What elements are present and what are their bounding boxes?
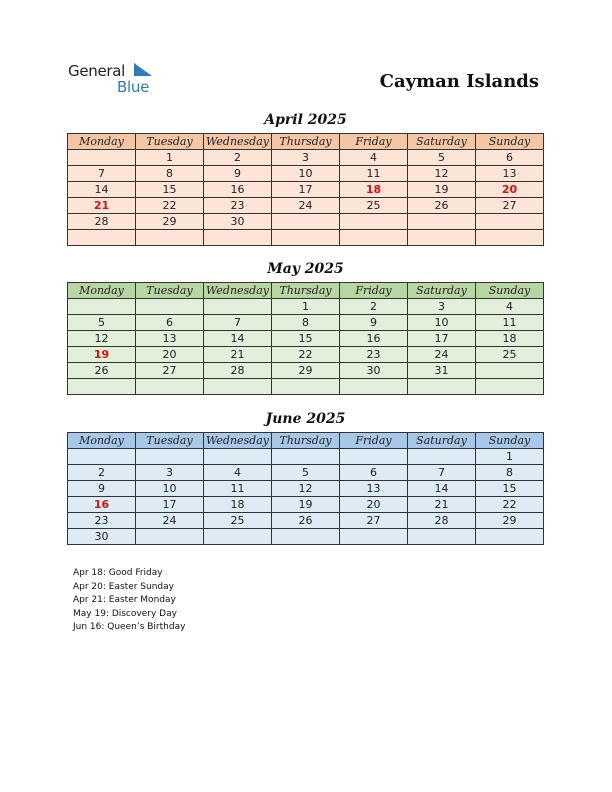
day-cell [136,299,204,315]
day-cell: 26 [408,198,476,214]
day-cell: 9 [204,166,272,182]
day-cell [340,230,408,246]
week-row [68,299,544,315]
day-cell: 13 [476,166,544,182]
weekday-header: Thursday [272,433,340,449]
day-cell [340,214,408,230]
day-cell: 7 [68,166,136,182]
week-row [68,214,544,230]
day-cell [68,150,136,166]
day-cell: 27 [476,198,544,214]
week-row [68,465,544,481]
calendar-may [67,282,544,395]
day-cell: 22 [476,497,544,513]
month-title-april: April 2025 [264,112,347,128]
day-cell: 21 [408,497,476,513]
day-cell: 3 [408,299,476,315]
day-cell: 4 [340,150,408,166]
day-cell: 10 [272,166,340,182]
day-cell: 16 [340,331,408,347]
weekday-header: Friday [340,433,408,449]
day-cell: 29 [136,214,204,230]
day-cell: 3 [272,150,340,166]
day-cell: 27 [340,513,408,529]
week-row [68,529,544,545]
week-row [68,182,544,198]
day-cell [204,379,272,395]
day-cell: 25 [340,198,408,214]
weekday-header: Saturday [408,283,476,299]
day-cell: 7 [408,465,476,481]
day-cell: 1 [272,299,340,315]
weekday-header: Thursday [272,283,340,299]
weekday-header: Sunday [476,134,544,150]
day-cell: 9 [68,481,136,497]
weekday-header: Tuesday [136,283,204,299]
week-row [68,379,544,395]
day-cell: 7 [204,315,272,331]
day-cell: 5 [408,150,476,166]
week-row [68,230,544,246]
weekday-header: Sunday [476,433,544,449]
week-row [68,497,544,513]
day-cell: 24 [272,198,340,214]
day-cell: 21 [204,347,272,363]
week-row [68,315,544,331]
week-row [68,347,544,363]
day-cell [272,214,340,230]
day-cell: 17 [136,497,204,513]
day-cell: 15 [476,481,544,497]
day-cell: 28 [204,363,272,379]
day-cell [204,529,272,545]
weekday-header: Friday [340,283,408,299]
weekday-header: Saturday [408,433,476,449]
weekday-header-row [68,134,544,150]
day-cell: 26 [68,363,136,379]
day-cell: 20 [340,497,408,513]
day-cell [136,230,204,246]
holiday-item: Apr 20: Easter Sunday [73,581,174,592]
week-row [68,166,544,182]
day-cell: 23 [204,198,272,214]
day-cell: 11 [204,481,272,497]
day-cell: 22 [272,347,340,363]
day-cell: 13 [340,481,408,497]
day-cell: 3 [136,465,204,481]
day-cell: 8 [272,315,340,331]
day-cell: 15 [272,331,340,347]
day-cell: 24 [408,347,476,363]
calendar-april [67,133,544,246]
weekday-header-row [68,433,544,449]
weekday-header: Wednesday [204,433,272,449]
weekday-header: Tuesday [136,433,204,449]
day-cell: 12 [408,166,476,182]
week-row [68,481,544,497]
holiday-list [73,567,185,635]
week-row [68,150,544,166]
day-cell [68,379,136,395]
day-cell: 23 [68,513,136,529]
day-cell [340,379,408,395]
day-cell [408,214,476,230]
day-cell [408,449,476,465]
day-cell: 30 [204,214,272,230]
day-cell [476,214,544,230]
day-cell: 16 [68,497,136,513]
day-cell [476,363,544,379]
day-cell: 27 [136,363,204,379]
week-row [68,331,544,347]
day-cell: 29 [476,513,544,529]
week-row [68,363,544,379]
day-cell [272,529,340,545]
day-cell [272,379,340,395]
day-cell [340,449,408,465]
day-cell: 31 [408,363,476,379]
day-cell: 25 [476,347,544,363]
logo-text-blue: Blue [117,78,149,96]
day-cell [340,529,408,545]
holiday-item: Jun 16: Queen’s Birthday [73,622,186,633]
day-cell: 30 [68,529,136,545]
day-cell: 12 [68,331,136,347]
day-cell: 18 [204,497,272,513]
day-cell [68,230,136,246]
weekday-header: Wednesday [204,283,272,299]
day-cell: 9 [340,315,408,331]
day-cell [204,449,272,465]
weekday-header: Saturday [408,134,476,150]
day-cell: 15 [136,182,204,198]
weekday-header: Monday [68,283,136,299]
day-cell [272,230,340,246]
day-cell: 6 [136,315,204,331]
week-row [68,449,544,465]
day-cell [136,379,204,395]
day-cell: 10 [136,481,204,497]
day-cell: 2 [204,150,272,166]
weekday-header-row [68,283,544,299]
day-cell: 20 [476,182,544,198]
day-cell: 14 [408,481,476,497]
day-cell: 24 [136,513,204,529]
day-cell: 21 [68,198,136,214]
day-cell: 19 [408,182,476,198]
day-cell: 25 [204,513,272,529]
week-row [68,198,544,214]
day-cell: 18 [476,331,544,347]
logo-text-general: General [68,62,126,80]
day-cell: 5 [272,465,340,481]
day-cell: 28 [408,513,476,529]
day-cell: 23 [340,347,408,363]
day-cell: 1 [476,449,544,465]
holiday-item: Apr 21: Easter Monday [73,595,176,606]
month-title-june: June 2025 [265,411,346,427]
day-cell: 2 [340,299,408,315]
holiday-item: May 19: Discovery Day [73,608,177,619]
day-cell: 1 [136,150,204,166]
country-title: Cayman Islands [379,71,539,92]
day-cell [476,230,544,246]
weekday-header: Monday [68,134,136,150]
day-cell: 8 [136,166,204,182]
day-cell: 4 [204,465,272,481]
day-cell: 28 [68,214,136,230]
day-cell [476,529,544,545]
day-cell: 12 [272,481,340,497]
day-cell: 26 [272,513,340,529]
day-cell: 4 [476,299,544,315]
day-cell: 18 [340,182,408,198]
day-cell: 17 [408,331,476,347]
day-cell: 8 [476,465,544,481]
month-title-may: May 2025 [267,261,344,277]
weekday-header: Monday [68,433,136,449]
day-cell: 29 [272,363,340,379]
week-row [68,513,544,529]
logo-flag-icon [134,63,154,77]
day-cell [272,449,340,465]
weekday-header: Thursday [272,134,340,150]
day-cell: 16 [204,182,272,198]
day-cell [204,230,272,246]
day-cell [408,230,476,246]
day-cell: 14 [68,182,136,198]
day-cell: 10 [408,315,476,331]
day-cell: 17 [272,182,340,198]
day-cell: 11 [340,166,408,182]
weekday-header: Sunday [476,283,544,299]
generalblue-logo [68,60,158,96]
day-cell [408,379,476,395]
day-cell: 22 [136,198,204,214]
day-cell: 2 [68,465,136,481]
day-cell: 6 [476,150,544,166]
day-cell [68,299,136,315]
day-cell: 20 [136,347,204,363]
day-cell: 30 [340,363,408,379]
weekday-header: Friday [340,134,408,150]
day-cell: 11 [476,315,544,331]
day-cell: 5 [68,315,136,331]
weekday-header: Wednesday [204,134,272,150]
day-cell [204,299,272,315]
holiday-item: Apr 18: Good Friday [73,568,163,578]
day-cell: 19 [272,497,340,513]
day-cell [136,449,204,465]
calendar-june [67,432,544,545]
day-cell: 19 [68,347,136,363]
day-cell [408,529,476,545]
weekday-header: Tuesday [136,134,204,150]
day-cell: 6 [340,465,408,481]
day-cell: 14 [204,331,272,347]
day-cell [136,529,204,545]
day-cell [476,379,544,395]
day-cell [68,449,136,465]
day-cell: 13 [136,331,204,347]
